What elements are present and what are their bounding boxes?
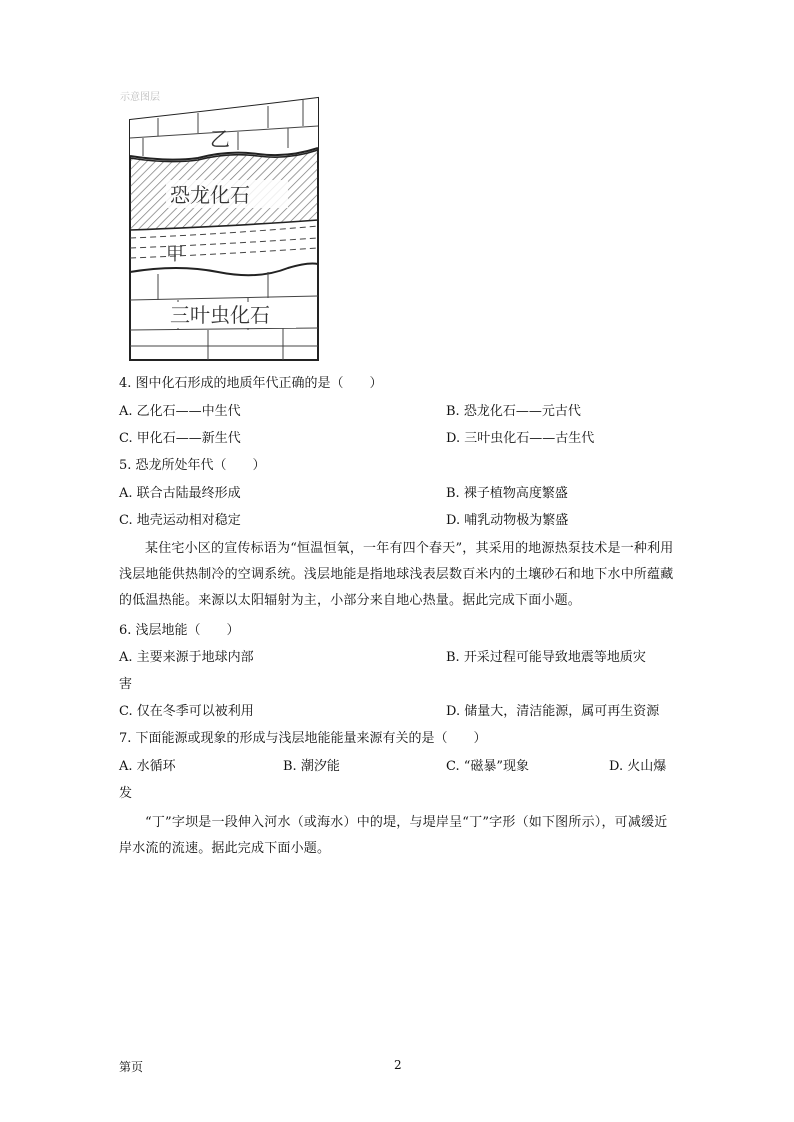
q7-option-c[interactable]: C. “磁暴”现象 <box>446 759 530 774</box>
q5-option-a[interactable]: A. 联合古陆最终形成 <box>119 486 241 501</box>
label-dinosaur: 恐龙化石 <box>170 183 250 207</box>
q4-option-a[interactable]: A. 乙化石——中生代 <box>119 404 241 419</box>
q5-option-b[interactable]: B. 裸子植物高度繁盛 <box>446 486 568 501</box>
q4-stem: 4. 图中化石形成的地质年代正确的是（ ） <box>119 376 383 391</box>
q4-option-b[interactable]: B. 恐龙化石——元古代 <box>446 404 581 419</box>
q6-option-a[interactable]: A. 主要来源于地球内部 <box>119 650 254 665</box>
footer-label: 第页 <box>119 1060 144 1074</box>
label-trilobite: 三叶虫化石 <box>170 303 270 327</box>
q5-option-d[interactable]: D. 哺乳动物极为繁盛 <box>446 513 569 528</box>
q5-option-c[interactable]: C. 地壳运动相对稳定 <box>119 513 241 528</box>
q6-option-c[interactable]: C. 仅在冬季可以被利用 <box>119 704 254 719</box>
q5-stem: 5. 恐龙所处年代（ ） <box>119 458 266 473</box>
q6-option-d[interactable]: D. 储量大，清洁能源，属可再生资源 <box>446 704 660 719</box>
figure-top-caption: 示意图层 <box>120 92 160 103</box>
label-yi: 乙 <box>210 127 230 151</box>
q6-stem: 6. 浅层地能（ ） <box>119 623 240 638</box>
q7-option-d[interactable]: D. 火山爆 <box>609 759 667 774</box>
q6-option-b[interactable]: B. 开采过程可能导致地震等地质灾 <box>446 650 646 665</box>
page-number: 2 <box>394 1058 402 1072</box>
q7-option-a[interactable]: A. 水循环 <box>119 759 176 774</box>
passage-geothermal: 某住宅小区的宣传标语为“恒温恒氧，一年有四个春天”，其采用的地源热泵技术是一种利用浅层地能供热制冷的空调系统。浅层地能是指地球浅表层数百米内的土壤砂石和地下水中所蕴藏的低温热能。来源以太阳辐射为主，小部分来自地心热量。据此完成下面小题。 <box>119 541 674 608</box>
q7-stem: 7. 下面能源或现象的形成与浅层地能能量来源有关的是（ ） <box>119 731 487 746</box>
label-jia: 甲 <box>166 244 184 265</box>
passage-spur-dike: “丁”字坝是一段伸入河水（或海水）中的堤，与堤岸呈“丁”字形（如下图所示），可减缓近岸水流的流速。据此完成下面小题。 <box>119 815 668 856</box>
q6-option-b-wrap: 害 <box>119 677 133 692</box>
strata-figure <box>118 88 328 370</box>
q4-option-d[interactable]: D. 三叶虫化石——古生代 <box>446 431 595 446</box>
q7-option-b[interactable]: B. 潮汐能 <box>283 759 340 774</box>
q4-option-c[interactable]: C. 甲化石——新生代 <box>119 431 241 446</box>
q7-option-d-wrap: 发 <box>119 786 133 801</box>
strata-diagram <box>118 88 328 370</box>
